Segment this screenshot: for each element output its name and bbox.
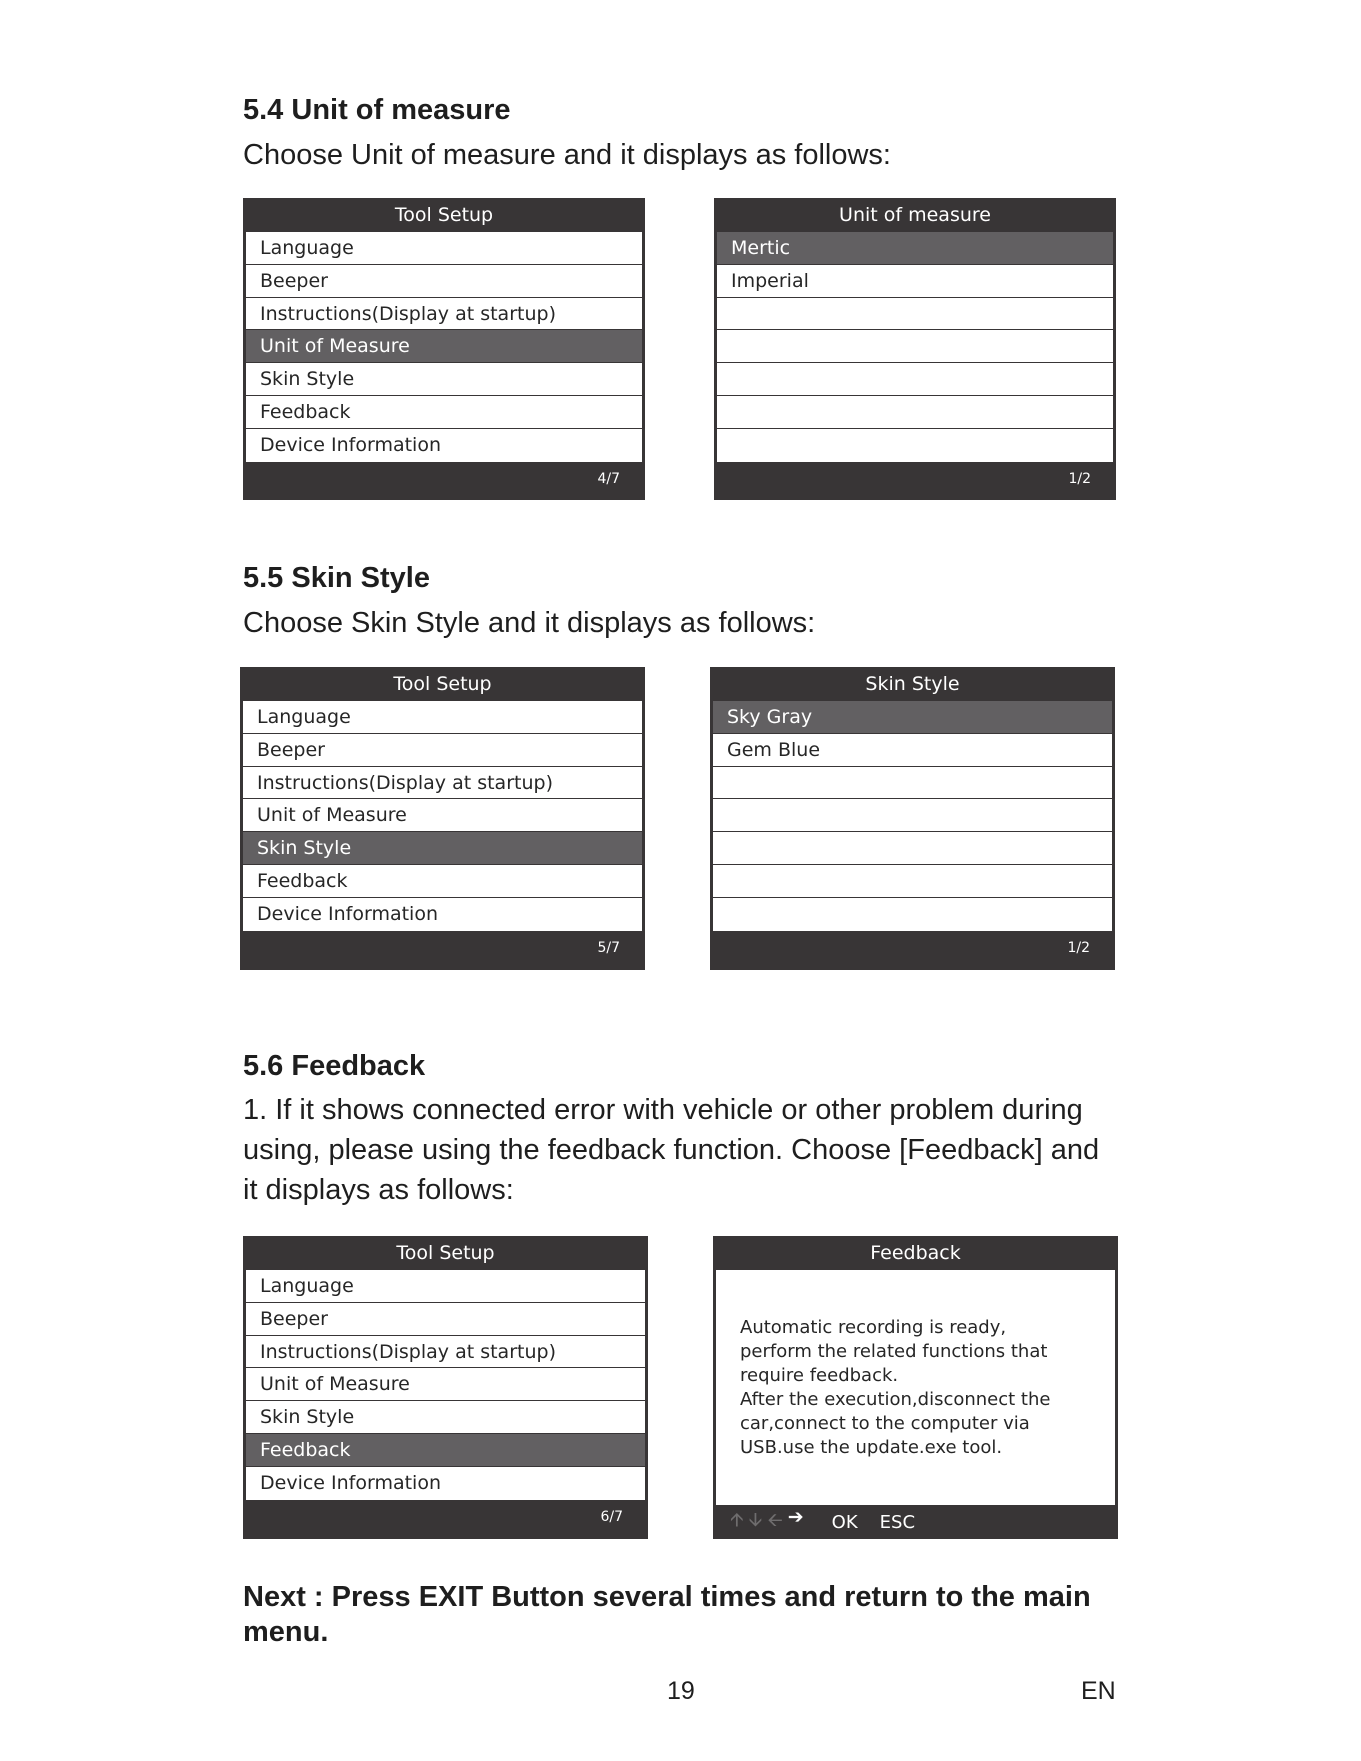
- option-list: [717, 232, 1113, 462]
- screen-title: Skin Style: [865, 673, 960, 695]
- screen-title: Tool Setup: [394, 204, 494, 226]
- option-empty: [717, 363, 1113, 396]
- menu-item-language[interactable]: Language: [246, 1270, 645, 1303]
- option-empty: [717, 429, 1113, 462]
- option-empty: [717, 298, 1113, 331]
- screen-title: Tool Setup: [393, 673, 492, 695]
- arrow-left-icon: 🡨: [767, 1509, 783, 1531]
- option-empty: [717, 330, 1113, 363]
- menu-item-feedback[interactable]: Feedback: [243, 865, 642, 898]
- option-sky-gray[interactable]: Sky Gray: [713, 701, 1112, 734]
- menu-item-skin-style[interactable]: Skin Style: [246, 1401, 645, 1434]
- menu-list: [246, 1270, 645, 1500]
- section-intro-skin: Choose Skin Style and it displays as follows:: [243, 607, 816, 639]
- option-metric[interactable]: Mertic: [717, 232, 1113, 265]
- skin-style-screen: [710, 667, 1115, 970]
- arrow-up-icon: 🡩: [730, 1509, 744, 1531]
- menu-item-skin-style[interactable]: Skin Style: [243, 832, 642, 865]
- section-intro-feedback-line-1: 1. If it shows connected error with vehicle or other problem during: [243, 1094, 1083, 1126]
- key-hint-bar: [716, 1505, 1115, 1539]
- page-indicator: 5/7: [597, 939, 620, 956]
- feedback-message: Automatic recording is ready, perform the related functions that require feedback. After the execution,disconnect the car,connect to the computer via USB.use the update.exe tool.: [740, 1317, 1051, 1458]
- menu-item-feedback[interactable]: Feedback: [246, 1434, 645, 1467]
- page-indicator: 1/2: [1068, 470, 1091, 487]
- arrow-right-icon: ➔: [787, 1506, 804, 1528]
- menu-item-language[interactable]: Language: [246, 232, 642, 265]
- menu-item-device-information[interactable]: Device Information: [257, 902, 439, 925]
- menu-item-unit-of-measure[interactable]: Unit of Measure: [246, 330, 642, 363]
- screen-title: Tool Setup: [396, 1242, 495, 1264]
- menu-item-instructions[interactable]: Instructions(Display at startup): [246, 298, 642, 331]
- next-note-line-2: menu.: [243, 1616, 329, 1648]
- arrow-down-icon: 🡫: [748, 1509, 763, 1531]
- menu-list: [246, 232, 642, 462]
- page-indicator: 1/2: [1067, 939, 1090, 956]
- section-heading-skin: 5.5 Skin Style: [243, 562, 430, 594]
- tool-setup-screen-feedback: [243, 1236, 648, 1539]
- menu-item-skin-style[interactable]: Skin Style: [246, 363, 642, 396]
- feedback-screen: [713, 1236, 1118, 1539]
- ok-key-label[interactable]: OK: [831, 1511, 858, 1533]
- option-gem-blue[interactable]: Gem Blue: [713, 734, 1112, 767]
- menu-item-device-information[interactable]: Device Information: [260, 433, 442, 456]
- page-indicator: 6/7: [600, 1508, 623, 1525]
- page-number: 19: [667, 1677, 695, 1705]
- esc-key-label[interactable]: ESC: [879, 1511, 916, 1533]
- menu-item-beeper[interactable]: Beeper: [246, 1303, 645, 1336]
- menu-item-unit-of-measure[interactable]: Unit of Measure: [243, 799, 642, 832]
- message-box: [716, 1270, 1115, 1505]
- section-intro-unit: Choose Unit of measure and it displays as follows:: [243, 139, 891, 171]
- language-code: EN: [1081, 1677, 1116, 1705]
- next-note-line-1: Next : Press EXIT Button several times and return to the main: [243, 1581, 1091, 1613]
- unit-of-measure-screen: [714, 198, 1116, 500]
- menu-item-device-information[interactable]: Device Information: [260, 1471, 442, 1494]
- menu-list: [243, 701, 642, 931]
- option-empty: [713, 767, 1112, 800]
- option-empty: [713, 898, 1112, 931]
- option-list: [713, 701, 1112, 931]
- tool-setup-screen-unit: [243, 198, 645, 500]
- menu-item-feedback[interactable]: Feedback: [246, 396, 642, 429]
- menu-item-beeper[interactable]: Beeper: [243, 734, 642, 767]
- arrow-keys: [730, 1506, 804, 1538]
- menu-item-instructions[interactable]: Instructions(Display at startup): [243, 767, 642, 800]
- option-empty: [713, 832, 1112, 865]
- screen-title: Feedback: [870, 1242, 961, 1264]
- option-empty: [713, 865, 1112, 898]
- menu-item-language[interactable]: Language: [243, 701, 642, 734]
- tool-setup-screen-skin: [240, 667, 645, 970]
- page-indicator: 4/7: [597, 470, 620, 487]
- section-intro-feedback-line-3: it displays as follows:: [243, 1174, 514, 1206]
- menu-item-unit-of-measure[interactable]: Unit of Measure: [246, 1368, 645, 1401]
- option-empty: [713, 799, 1112, 832]
- option-empty: [717, 396, 1113, 429]
- screen-title: Unit of measure: [839, 204, 991, 226]
- option-imperial[interactable]: Imperial: [717, 265, 1113, 298]
- menu-item-instructions[interactable]: Instructions(Display at startup): [246, 1336, 645, 1369]
- section-heading-unit: 5.4 Unit of measure: [243, 94, 511, 126]
- menu-item-beeper[interactable]: Beeper: [246, 265, 642, 298]
- section-heading-feedback: 5.6 Feedback: [243, 1050, 426, 1082]
- section-intro-feedback-line-2: using, please using the feedback function. Choose [Feedback] and: [243, 1134, 1100, 1166]
